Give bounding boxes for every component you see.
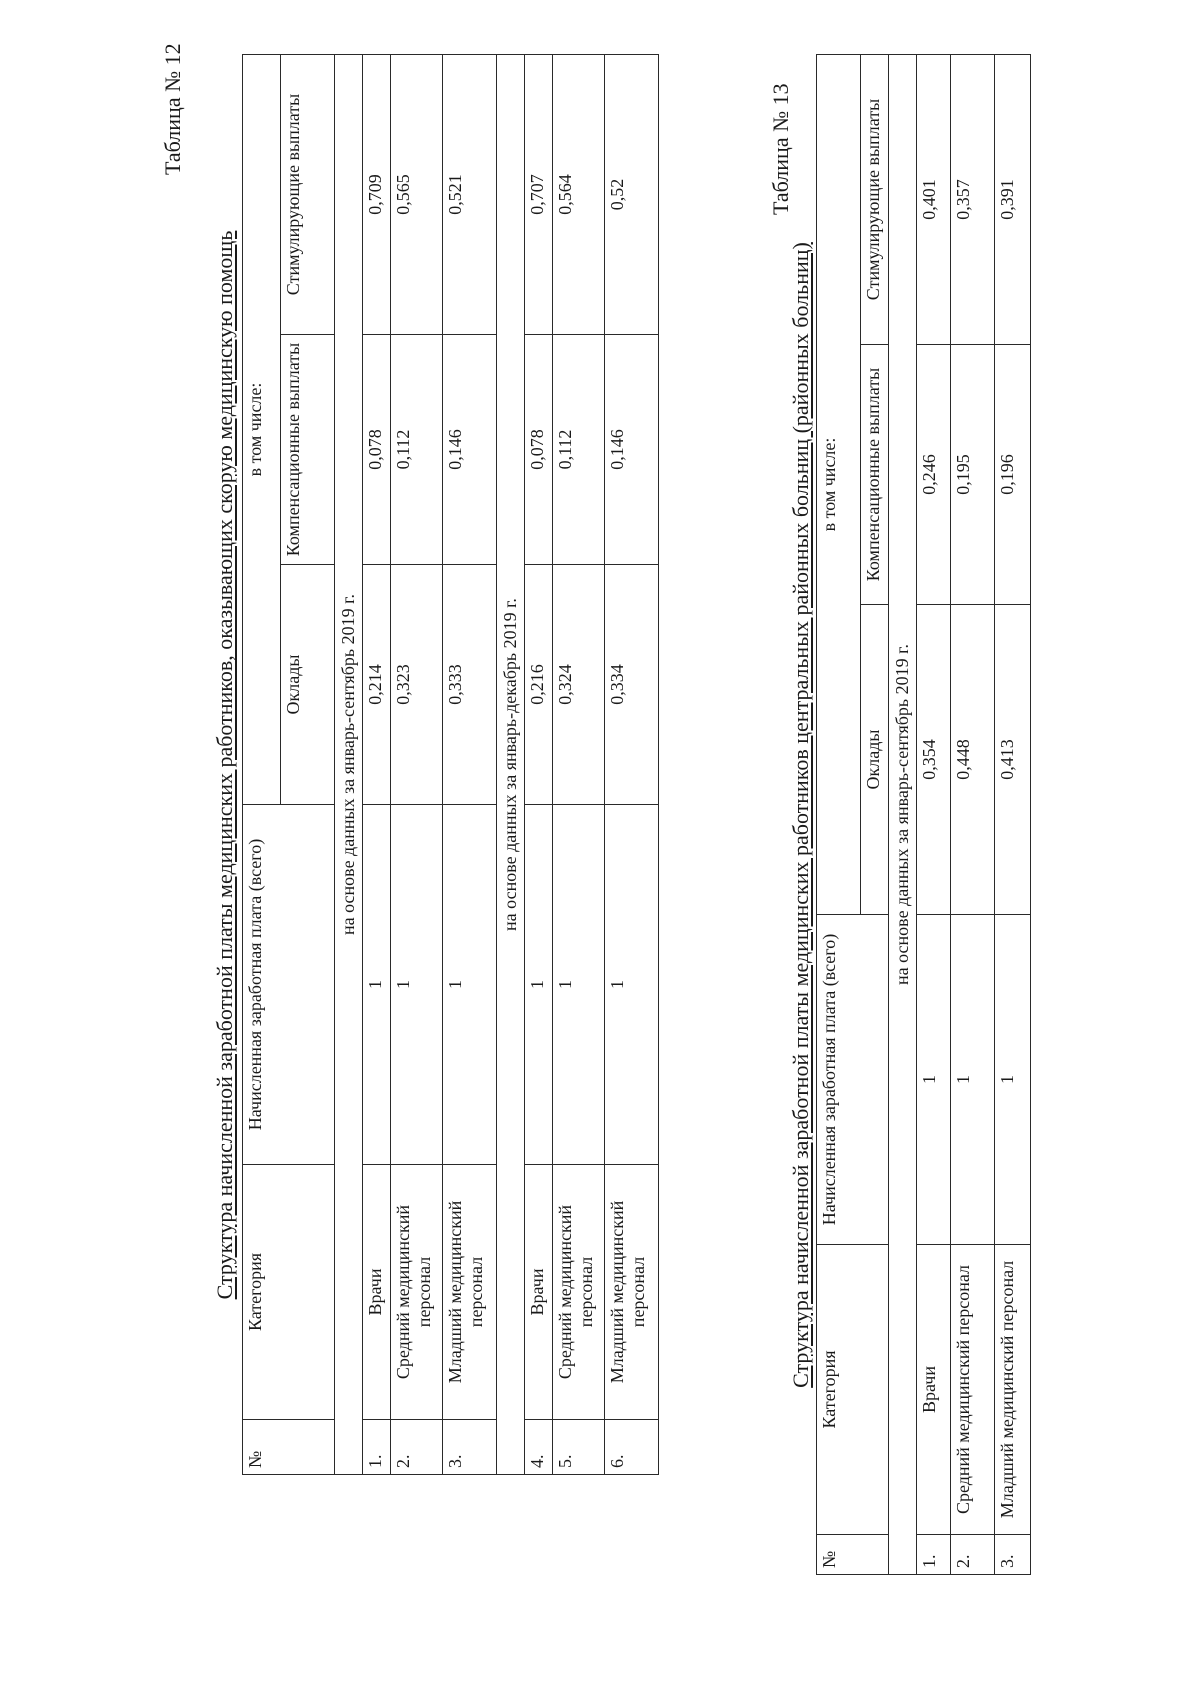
table-13-caption: Таблица № 13 [768, 83, 793, 215]
header-compensation: Компенсационные выплаты [281, 335, 335, 565]
table-13-header-row-1 [817, 55, 861, 1575]
header-incentive: Стимулирующие выплаты [281, 55, 335, 335]
table-row [917, 55, 951, 1575]
table-12-title: Структура начисленной заработной платы медицинских работников, оказывающих скорую медицинскую помощь [212, 230, 237, 1300]
table-row [605, 55, 659, 1475]
header-including: в том числе: [243, 55, 281, 805]
row-incentive: 0,709 [363, 55, 391, 335]
row-category: Средний медицинский персонал [951, 1245, 995, 1535]
row-compensation: 0,146 [443, 335, 497, 565]
header-salaries: Оклады [281, 565, 335, 805]
row-incentive: 0,521 [443, 55, 497, 335]
section-row [497, 55, 525, 1475]
row-compensation: 0,146 [605, 335, 659, 565]
row-category: Средний медицинский персонал [553, 1165, 605, 1420]
table-row [363, 55, 391, 1475]
header-category: Категория [243, 1165, 335, 1420]
row-salaries: 0,413 [995, 605, 1031, 915]
row-num: 3. [443, 1420, 497, 1475]
row-total: 1 [917, 915, 951, 1245]
row-num: 4. [525, 1420, 553, 1475]
row-incentive: 0,391 [995, 55, 1031, 345]
table-row [391, 55, 443, 1475]
row-incentive: 0,357 [951, 55, 995, 345]
section-label: на основе данных за январь-сентябрь 2019 г. [335, 55, 363, 1475]
row-total: 1 [443, 805, 497, 1165]
row-category: Средний медицинский персонал [391, 1165, 443, 1420]
header-category: Категория [817, 1245, 889, 1535]
row-compensation: 0,246 [917, 345, 951, 605]
row-salaries: 0,448 [951, 605, 995, 915]
row-total: 1 [951, 915, 995, 1245]
row-num: 2. [951, 1535, 995, 1575]
table-row [553, 55, 605, 1475]
row-incentive: 0,401 [917, 55, 951, 345]
row-total: 1 [363, 805, 391, 1165]
row-compensation: 0,112 [553, 335, 605, 565]
table-row [443, 55, 497, 1475]
row-compensation: 0,112 [391, 335, 443, 565]
table-12-caption: Таблица № 12 [160, 43, 185, 175]
row-num: 5. [553, 1420, 605, 1475]
table-13-title: Структура начисленной заработной платы медицинских работников центральных районных больниц (районных больниц) [788, 242, 813, 1388]
section-label: на основе данных за январь-сентябрь 2019 г. [889, 55, 917, 1575]
header-num: № [243, 1420, 335, 1475]
row-total: 1 [391, 805, 443, 1165]
row-salaries: 0,323 [391, 565, 443, 805]
row-incentive: 0,565 [391, 55, 443, 335]
header-compensation: Компенсационные выплаты [861, 345, 889, 605]
row-category: Врачи [917, 1245, 951, 1535]
row-category: Врачи [363, 1165, 391, 1420]
header-total: Начисленная заработная плата (всего) [817, 915, 889, 1245]
row-num: 1. [917, 1535, 951, 1575]
row-compensation: 0,078 [525, 335, 553, 565]
header-including: в том числе: [817, 55, 861, 915]
row-category: Младший медицинский персонал [995, 1245, 1031, 1535]
header-num: № [817, 1535, 889, 1575]
table-12-block [160, 43, 712, 1475]
row-num: 2. [391, 1420, 443, 1475]
table-row [951, 55, 995, 1575]
row-salaries: 0,324 [553, 565, 605, 805]
row-incentive: 0,52 [605, 55, 659, 335]
row-total: 1 [553, 805, 605, 1165]
row-compensation: 0,196 [995, 345, 1031, 605]
header-salaries: Оклады [861, 605, 889, 915]
row-compensation: 0,195 [951, 345, 995, 605]
table-13 [816, 54, 1031, 1575]
row-compensation: 0,078 [363, 335, 391, 565]
row-category: Врачи [525, 1165, 553, 1420]
header-incentive: Стимулирующие выплаты [861, 55, 889, 345]
row-incentive: 0,564 [553, 55, 605, 335]
row-total: 1 [605, 805, 659, 1165]
row-salaries: 0,214 [363, 565, 391, 805]
table-12-header-row-1 [243, 55, 281, 1475]
row-num: 1. [363, 1420, 391, 1475]
table-13-block [768, 55, 1060, 1575]
section-row [889, 55, 917, 1575]
row-total: 1 [995, 915, 1031, 1245]
table-row [995, 55, 1031, 1575]
header-total: Начисленная заработная плата (всего) [243, 805, 335, 1165]
row-salaries: 0,354 [917, 605, 951, 915]
row-category: Младший медицинский персонал [605, 1165, 659, 1420]
row-incentive: 0,707 [525, 55, 553, 335]
section-label: на основе данных за январь-декабрь 2019 г. [497, 55, 525, 1475]
row-total: 1 [525, 805, 553, 1165]
row-salaries: 0,334 [605, 565, 659, 805]
section-row [335, 55, 363, 1475]
table-row [525, 55, 553, 1475]
row-num: 6. [605, 1420, 659, 1475]
row-salaries: 0,333 [443, 565, 497, 805]
row-num: 3. [995, 1535, 1031, 1575]
table-12 [242, 54, 659, 1475]
row-salaries: 0,216 [525, 565, 553, 805]
row-category: Младший медицинский персонал [443, 1165, 497, 1420]
